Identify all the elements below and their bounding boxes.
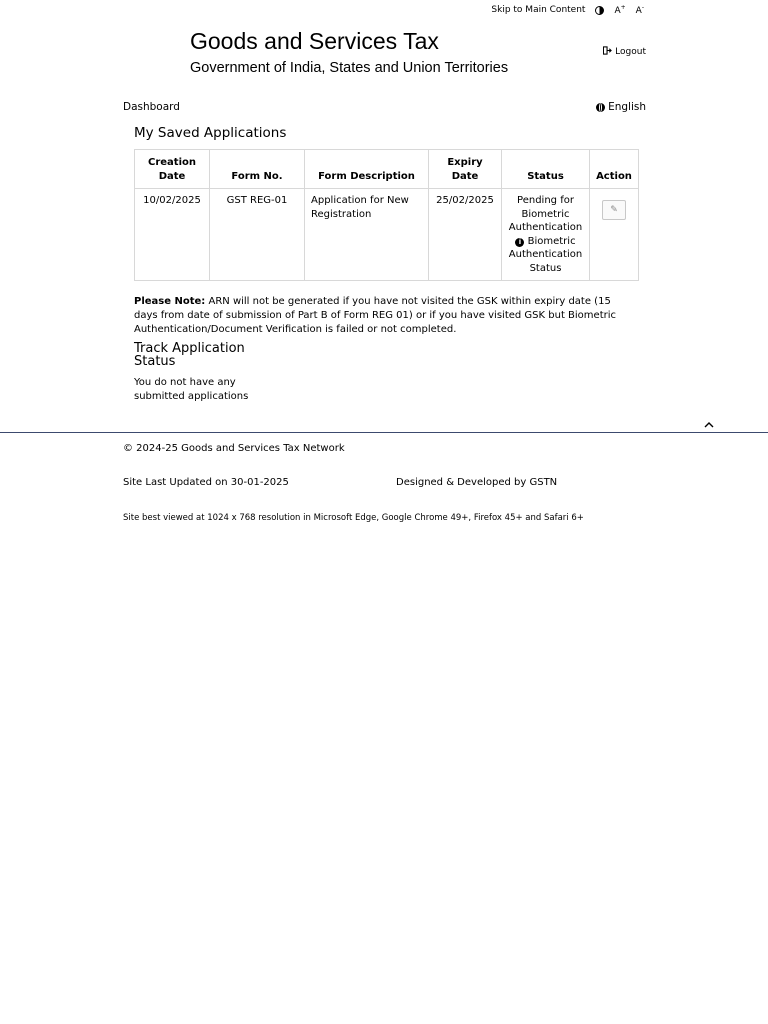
language-label: English	[608, 101, 646, 113]
track-application-message: You do not have any submitted applications	[134, 377, 249, 402]
table-row	[135, 189, 639, 281]
logout-label: Logout	[615, 47, 646, 57]
table-header-row	[135, 150, 639, 189]
col-form-description: Form Description	[305, 150, 429, 189]
scroll-to-top-icon[interactable]	[702, 420, 716, 430]
cell-form-description: Application for New Registration	[305, 189, 429, 281]
cell-form-no: GST REG-01	[210, 189, 305, 281]
globe-icon	[596, 103, 605, 112]
language-selector[interactable]	[596, 101, 646, 113]
track-application-title: Track Application Status	[134, 341, 245, 369]
note-text: ARN will not be generated if you have not visited the GSK within expiry date (15 days from date of submission of Part B of Form REG 01) or if you have visited GSK but Biometric Authentication/Document Verification is failed or not completed.	[134, 296, 617, 335]
info-icon: i	[515, 238, 524, 247]
cell-action	[590, 189, 639, 281]
status-text: Pending for Biometric Authentication	[508, 195, 583, 233]
skip-to-main-content-link[interactable]: Skip to Main Content	[491, 5, 586, 15]
cell-expiry-date: 25/02/2025	[429, 189, 502, 281]
footer-copyright: © 2024-25 Goods and Services Tax Network	[123, 443, 345, 454]
note-label: Please Note:	[134, 296, 206, 307]
edit-button[interactable]	[602, 200, 626, 220]
site-subtitle: Government of India, States and Union Territories	[190, 60, 509, 76]
logout-button[interactable]	[603, 46, 646, 58]
footer-last-updated: Site Last Updated on 30-01-2025	[123, 477, 289, 488]
font-increase-button[interactable]: A+	[614, 4, 626, 16]
cell-status	[502, 189, 590, 281]
cell-creation-date: 10/02/2025	[135, 189, 210, 281]
col-status: Status	[502, 150, 590, 189]
utility-bar	[491, 4, 644, 16]
contrast-toggle-icon[interactable]	[595, 6, 604, 15]
footer-developed-by: Designed & Developed by GSTN	[396, 477, 558, 488]
pencil-icon: ✎	[610, 205, 618, 215]
footer-best-viewed: Site best viewed at 1024 x 768 resolution in Microsoft Edge, Google Chrome 49+, Firefox 45+ and Safari 6+	[123, 513, 584, 523]
dashboard-link[interactable]: Dashboard	[123, 101, 180, 113]
col-action: Action	[590, 150, 639, 189]
logout-icon	[603, 46, 612, 58]
biometric-status-label: Biometric Authentication Status	[508, 235, 583, 274]
font-decrease-button[interactable]: A-	[635, 4, 644, 16]
biometric-status-link[interactable]	[508, 235, 583, 276]
footer-divider	[0, 432, 768, 433]
saved-applications-title: My Saved Applications	[134, 125, 287, 141]
col-form-no: Form No.	[210, 150, 305, 189]
col-creation-date: Creation Date	[135, 150, 210, 189]
site-title: Goods and Services Tax	[190, 28, 439, 54]
saved-applications-table	[134, 149, 639, 281]
col-expiry-date: Expiry Date	[429, 150, 502, 189]
please-note	[134, 295, 634, 337]
